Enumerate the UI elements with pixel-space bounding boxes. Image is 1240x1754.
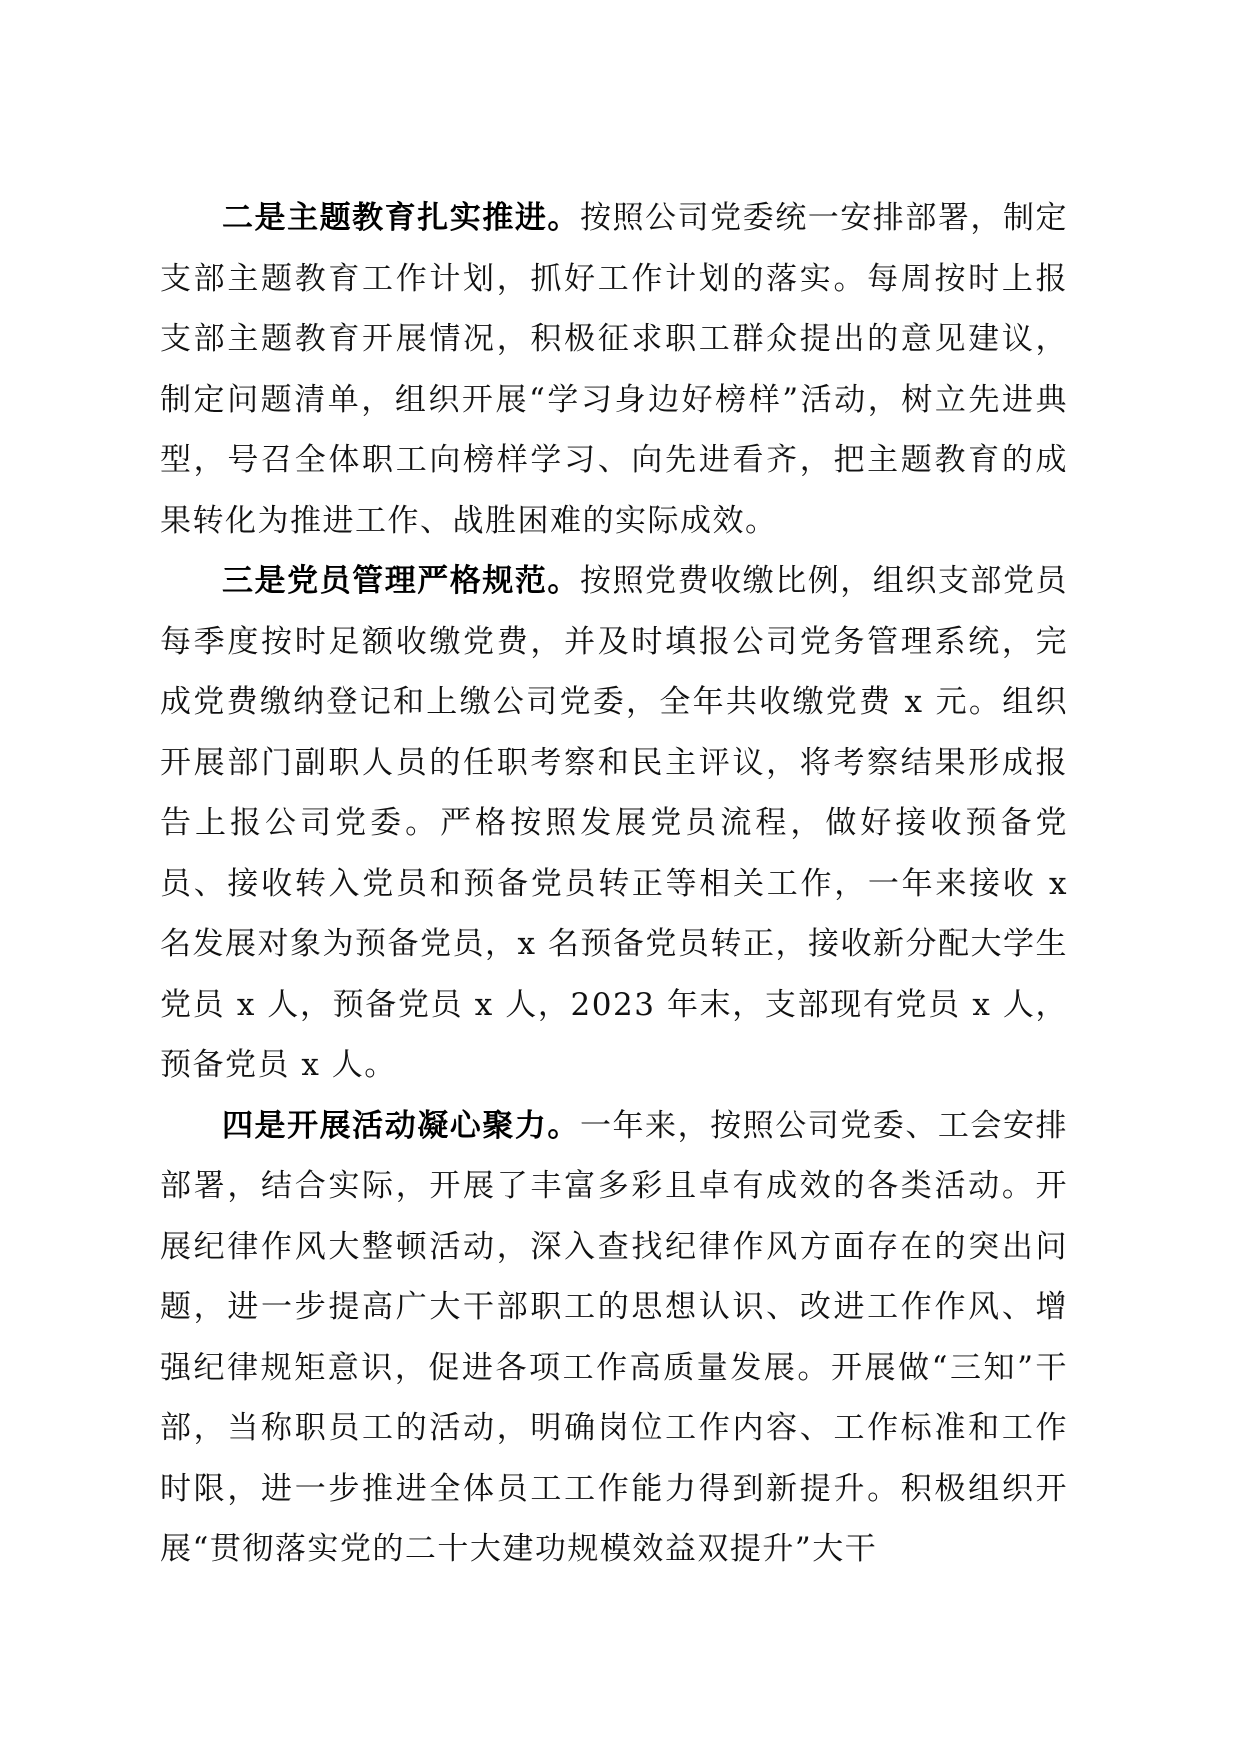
paragraph-heading: 二是主题教育扎实推进。	[222, 200, 580, 236]
paragraph-activities	[160, 1096, 1068, 1580]
paragraph-text: 一年来，按照公司党委、工会安排部署，结合实际，开展了丰富多彩且卓有成效的各类活动。开展纪律作风大整顿活动，深入查找纪律作风方面存在的突出问题，进一步提高广大干部职工的思想认识、改进工作作风、增强纪律规矩意识，促进各项工作高质量发展。开展做“三知”干部，当称职员工的活动，明确岗位工作内容、工作标准和工作时限，进一步推进全体员工工作能力得到新提升。积极组织开展“贯彻落实党的二十大建功规模效益双提升”大干	[160, 1107, 1069, 1567]
paragraph-heading: 四是开展活动凝心聚力。	[222, 1107, 580, 1144]
document-body	[160, 188, 1068, 1580]
paragraph-member-management	[160, 551, 1068, 1096]
paragraph-theme-education	[160, 188, 1068, 551]
paragraph-text: 按照公司党委统一安排部署，制定支部主题教育工作计划，抓好工作计划的落实。每周按时上报支部主题教育开展情况，积极征求职工群众提出的意见建议，制定问题清单，组织开展“学习身边好榜样”活动，树立先进典型，号召全体职工向榜样学习、向先进看齐，把主题教育的成果转化为推进工作、战胜困难的实际成效。	[160, 200, 1069, 539]
paragraph-heading: 三是党员管理严格规范。	[222, 563, 580, 599]
paragraph-text: 按照党费收缴比例，组织支部党员每季度按时足额收缴党费，并及时填报公司党务管理系统，完成党费缴纳登记和上缴公司党委，全年共收缴党费 x 元。组织开展部门副职人员的任职考察和民主评议，将考察结果形成报告上报公司党委。严格按照发展党员流程，做好接收预备党员、接收转入党员和预备党员转正等相关工作，一年来接收 x 名发展对象为预备党员，x 名预备党员转正，接收新分配大学生党员 x 人，预备党员 x 人，2023 年末，支部现有党员 x 人，预备党员 x 人。	[160, 563, 1069, 1083]
